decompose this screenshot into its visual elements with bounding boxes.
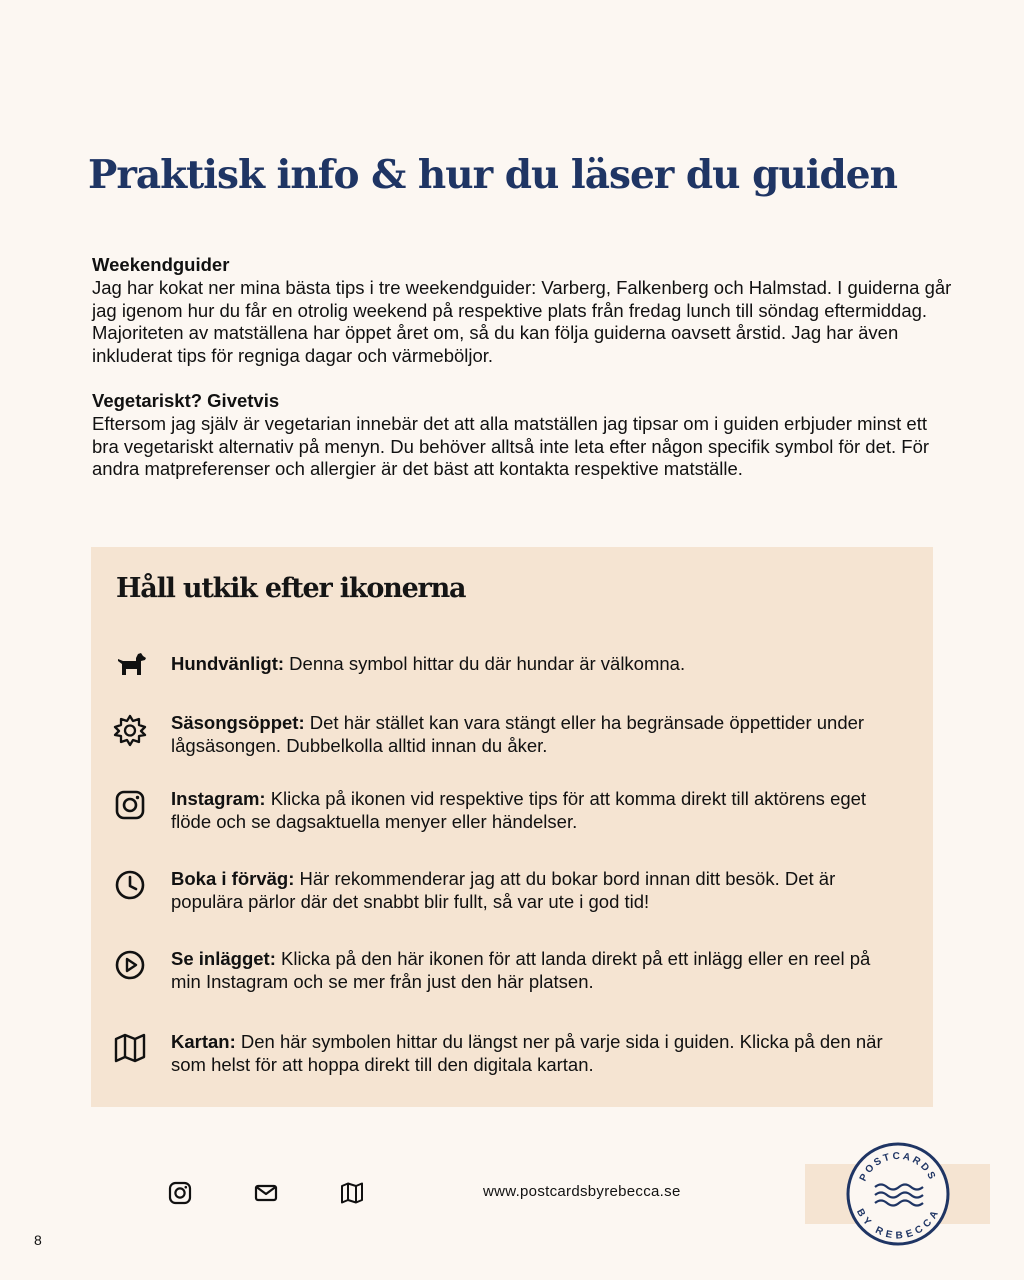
page-number: 8 bbox=[34, 1232, 42, 1248]
page-title: Praktisk info & hur du läser du guiden bbox=[88, 152, 897, 198]
section-body: Jag har kokat ner mina bästa tips i tre weekendguider: Varberg, Falkenberg och Halmstad. I guiderna går jag igenom hur du får en otrolig weekend på respektive plats från fredag lunch till söndag eftermiddag. Majoriteten av matställena har öppet året om, så du kan följa guiderna oavsett årstid. Jag har även inkluderat tips för regniga dagar och värmeböljor. bbox=[92, 276, 952, 367]
legend-item-label: Hundvänligt: bbox=[171, 653, 285, 674]
legend-item-label: Säsongsöppet: bbox=[171, 712, 305, 733]
section-heading: Weekendguider bbox=[92, 254, 230, 275]
footer-map-icon[interactable] bbox=[339, 1180, 365, 1206]
legend-item-text: Den här symbolen hittar du längst ner på varje sida i guiden. Klicka på den när som helst för att hoppa direkt till den digitala kartan. bbox=[171, 1031, 883, 1075]
footer-mail-icon[interactable] bbox=[253, 1180, 279, 1206]
instagram-icon bbox=[113, 788, 147, 822]
section-heading: Vegetariskt? Givetvis bbox=[92, 390, 280, 411]
play-icon bbox=[113, 948, 147, 982]
legend-item-label: Kartan: bbox=[171, 1031, 236, 1052]
map-icon bbox=[113, 1031, 147, 1065]
legend-item-text: Det här stället kan vara stängt eller ha begränsade öppettider under lågsäsongen. Dubbelkolla alltid innan du åker. bbox=[171, 712, 865, 756]
icon-legend-panel bbox=[91, 547, 933, 1107]
legend-item-text: Klicka på ikonen vid respektive tips för att komma direkt till aktörens eget flöde och se dagsaktuella menyer eller händelser. bbox=[171, 788, 867, 832]
legend-item-label: Boka i förväg: bbox=[171, 868, 295, 889]
sun-icon bbox=[113, 713, 147, 747]
section-vegetariskt bbox=[92, 390, 952, 481]
svg-text:POSTCARDS: POSTCARDS bbox=[857, 1150, 939, 1184]
section-weekendguider bbox=[92, 254, 952, 368]
legend-item-label: Se inlägget: bbox=[171, 948, 276, 969]
legend-item-text: Här rekommenderar jag att du bokar bord innan ditt besök. Det är populära pärlor där det snabbt blir fullt, så var ute i god tid! bbox=[171, 868, 836, 912]
clock-icon bbox=[113, 868, 147, 902]
svg-text:BY REBECCA: BY REBECCA bbox=[854, 1207, 942, 1242]
section-body: Eftersom jag själv är vegetarian innebär det att alla matställen jag tipsar om i guiden erbjuder minst ett bra vegetariskt alternativ på menyn. Du behöver alltså inte leta efter någon specifik symbol för det. För andra matpreferenser och allergier är det bäst att kontakta respektive matställe. bbox=[92, 412, 930, 480]
icon-legend-title: Håll utkik efter ikonerna bbox=[116, 573, 466, 604]
legend-item-text: Klicka på den här ikonen för att landa direkt på ett inlägg eller en reel på min Instagram och se mer från just den här platsen. bbox=[171, 948, 871, 992]
postcards-by-rebecca-logo bbox=[845, 1141, 951, 1247]
footer-website-link[interactable]: www.postcardsbyrebecca.se bbox=[483, 1183, 681, 1200]
legend-item-text: Denna symbol hittar du där hundar är välkomna. bbox=[284, 653, 686, 674]
legend-item-label: Instagram: bbox=[171, 788, 266, 809]
dog-icon bbox=[113, 648, 147, 682]
footer-instagram-icon[interactable] bbox=[167, 1180, 193, 1206]
